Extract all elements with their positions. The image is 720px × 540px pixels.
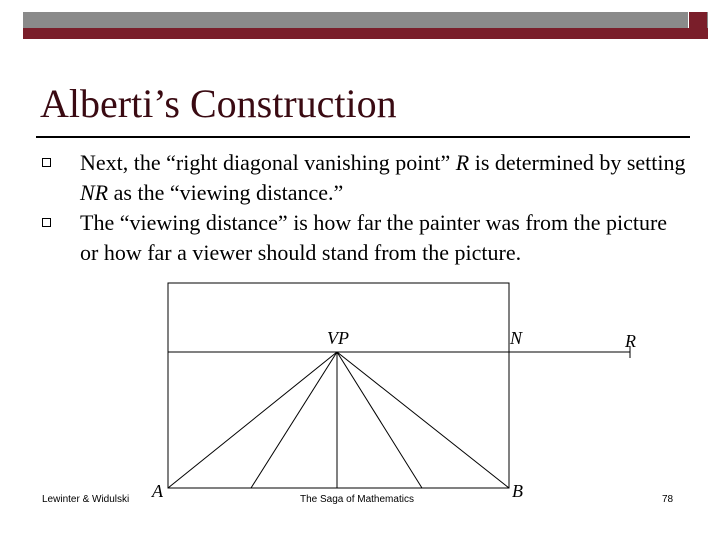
bullet-text-part: The “viewing distance” is how far the painter was from the picture or how far a viewer should stand from the picture.: [80, 210, 668, 265]
bullet-text-part: Next, the “right diagonal vanishing point”: [80, 150, 456, 175]
label-a: A: [152, 481, 163, 501]
label-vp: VP: [327, 328, 349, 348]
footer-page-number: 78: [662, 494, 674, 505]
bullet-text-part-italic: NR: [80, 180, 109, 205]
orthogonal-line: [337, 352, 422, 488]
footer-authors: Lewinter & Widulski: [42, 494, 130, 505]
slide-title: Alberti’s Construction: [40, 81, 397, 126]
label-b: B: [512, 481, 523, 501]
bullet-text-part: is determined by setting: [469, 150, 686, 175]
orthogonal-line: [337, 352, 509, 488]
bullet-text-part: as the “viewing distance.”: [108, 180, 344, 205]
label-r: R: [625, 331, 636, 351]
orthogonal-line: [168, 352, 337, 488]
bullet-text-part-italic: R: [455, 150, 470, 175]
orthogonal-line: [251, 352, 337, 488]
footer-book-title: The Saga of Mathematics: [300, 494, 414, 505]
label-n: N: [510, 328, 523, 348]
picture-frame: [168, 283, 509, 488]
